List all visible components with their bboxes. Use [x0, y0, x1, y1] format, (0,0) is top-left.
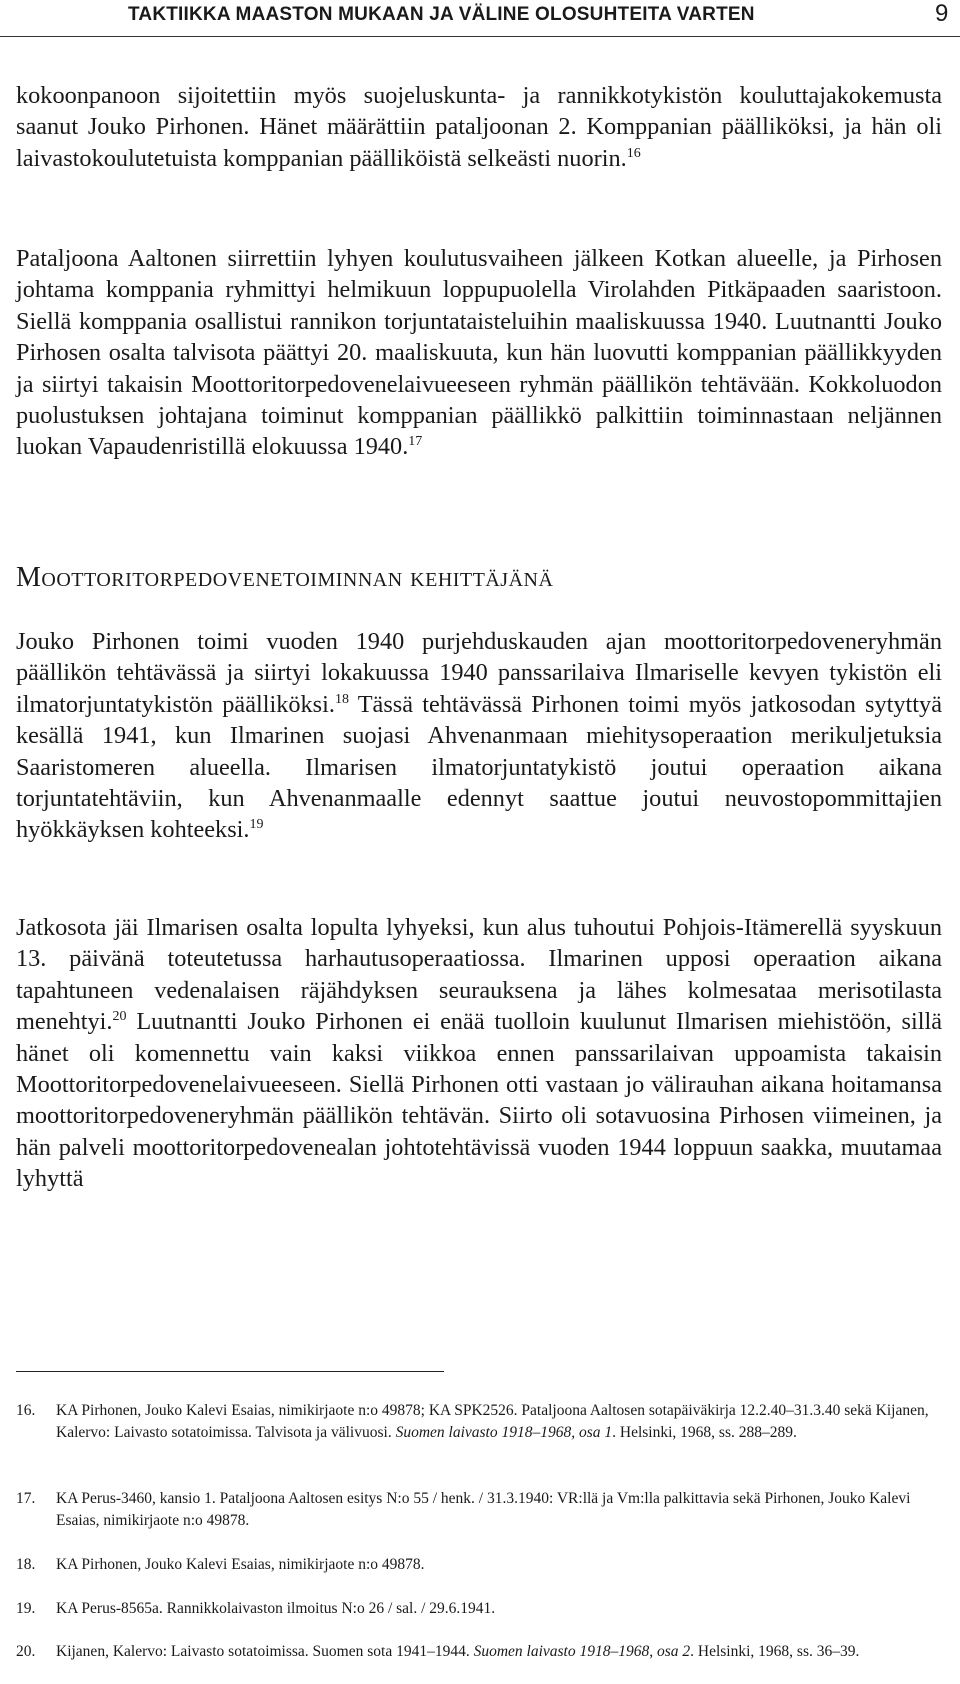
footnote-number: 17.: [16, 1490, 36, 1507]
page-number: 9: [935, 0, 949, 27]
body-paragraph-3: [16, 626, 942, 846]
footnote-reference-20[interactable]: 20: [112, 1009, 127, 1025]
footnote-text: [56, 1400, 946, 1443]
footnote-number: 19.: [16, 1600, 36, 1617]
footnote-text-part: KA Pirhonen, Jouko Kalevi Esaias, nimikirjaote n:o 49878; KA SPK2526. Pataljoona Aaltosen sotapäiväkirja 12.2.40–31.3.40 sekä Kijanen, Kalervo: Laivasto sotatoimissa. Talvisota ja välivuosi.: [56, 1402, 929, 1441]
footnote-reference-19[interactable]: 19: [249, 817, 264, 833]
section-heading: Moottoritorpedovenetoiminnan kehittäjänä: [16, 562, 554, 593]
body-paragraph-2: [16, 243, 942, 463]
footnote-text: [56, 1641, 946, 1663]
footnote-text-part: Kijanen, Kalervo: Laivasto sotatoimissa. Suomen sota 1941–1944.: [56, 1643, 474, 1660]
footnote-separator: [16, 1371, 444, 1372]
footnote-reference-17[interactable]: 17: [408, 434, 423, 450]
footnote-italic-title: Suomen laivasto 1918–1968, osa 2: [473, 1643, 691, 1660]
paragraph-text: Jouko Pirhonen toimi vuoden 1940 purjehduskauden ajan moottoritorpedoveneryhmän päällikön tehtävässä ja siirtyi lokakuussa 1940 panssarilaiva Ilmariselle kevyen tykistön eli ilmatorjuntatykistön päälliköksi.: [16, 628, 942, 718]
running-header: [0, 0, 960, 36]
footnote-reference-16[interactable]: 16: [626, 145, 641, 161]
running-header-title: TAKTIIKKA MAASTON MUKAAN JA VÄLINE OLOSUHTEITA VARTEN: [128, 4, 755, 25]
footnote-number: 16.: [16, 1402, 36, 1419]
body-paragraph-1: [16, 80, 942, 174]
footnote-text: KA Perus-8565a. Rannikkolaivaston ilmoitus N:o 26 / sal. / 29.6.1941.: [56, 1600, 496, 1617]
footnote-text: KA Perus-3460, kansio 1. Pataljoona Aaltosen esitys N:o 55 / henk. / 31.3.1940: VR:llä ja Vm:lla palkittavia sekä Pirhonen, Jouko Kalevi Esaias, nimikirjaote n:o 49878.: [56, 1490, 911, 1529]
footnote-text: KA Pirhonen, Jouko Kalevi Esaias, nimikirjaote n:o 49878.: [56, 1556, 425, 1573]
footnote-number: 18.: [16, 1556, 36, 1573]
body-paragraph-4: [16, 912, 942, 1195]
paragraph-text: kokoonpanoon sijoitettiin myös suojeluskunta- ja rannikkotykistön kouluttajakokemusta saanut Jouko Pirhonen. Hänet määrättiin pataljoonan 2. Komppanian päälliköksi, ja hän oli laivastokoulutetuista komppanian päälliköistä selkeästi nuorin.: [16, 82, 942, 172]
paragraph-text: Jatkosota jäi Ilmarisen osalta lopulta lyhyeksi, kun alus tuhoutui Pohjois-Itämerellä syyskuun 13. päivänä toteutetussa harhautusoperaatiossa. Ilmarinen upposi operaation aikana tapahtuneen vedenalaisen räjähdyksen seurauksena ja lähes kolmesataa merisotilasta menehtyi.: [16, 914, 942, 1036]
paragraph-text: Pataljoona Aaltonen siirrettiin lyhyen koulutusvaiheen jälkeen Kotkan alueelle, ja Pirhosen johtama komppania ryhmittyi helmikuun loppupuolella Virolahden Pitkäpaaden saaristoon. Siellä komppania osallistui rannikon torjuntataisteluihin maaliskuussa 1940. Luutnantti Jouko Pirhosen osalta talvisota päättyi 20. maaliskuuta, kun hän luovutti komppanian päällikkyyden ja siirtyi takaisin Moottoritorpedovenelaivueeseen ryhmän päällikön tehtävään. Kokkoluodon puolustuksen johtajana toiminut komppanian päällikkö palkittiin toiminnastaan neljännen luokan Vapaudenristillä elokuussa 1940.: [16, 245, 942, 461]
paragraph-text: Luutnantti Jouko Pirhonen ei enää tuolloin kuulunut Ilmarisen miehistöön, sillä hänet oli komennettu vain kaksi viikkoa ennen panssarilaivan uppoamista takaisin Moottoritorpedovenelaivueeseen. Siellä Pirhonen otti vastaan jo välirauhan aikana hoitamansa moottoritorpedoveneryhmän päällikön tehtävän. Siirto oli sotavuosina Pirhosen viimeinen, ja hän palveli moottoritorpedovenealan johtotehtävissä vuoden 1944 loppuun saakka, muutamaa lyhyttä: [16, 1008, 942, 1193]
footnote-text-part: . Helsinki, 1968, ss. 288–289.: [612, 1423, 797, 1441]
paragraph-text: Tässä tehtävässä Pirhonen toimi myös jatkosodan sytyttyä kesällä 1941, kun Ilmarinen suojasi Ahvenanmaan miehitysoperaation merikuljetuksia Saaristomeren alueella. Ilmarisen ilmatorjuntatykistö joutui operaation aikana torjuntatehtäviin, kun Ahvenanmaalle edennyt saattue joutui neuvostopommittajien hyökkäyksen kohteeksi.: [16, 690, 942, 844]
footnote-italic-title: Suomen laivasto 1918–1968, osa 1: [395, 1423, 613, 1441]
footnote-number: 20.: [16, 1643, 36, 1660]
footnote-reference-18[interactable]: 18: [334, 691, 349, 707]
header-rule: [0, 36, 960, 37]
footnote-text-part: . Helsinki, 1968, ss. 36–39.: [690, 1643, 860, 1660]
